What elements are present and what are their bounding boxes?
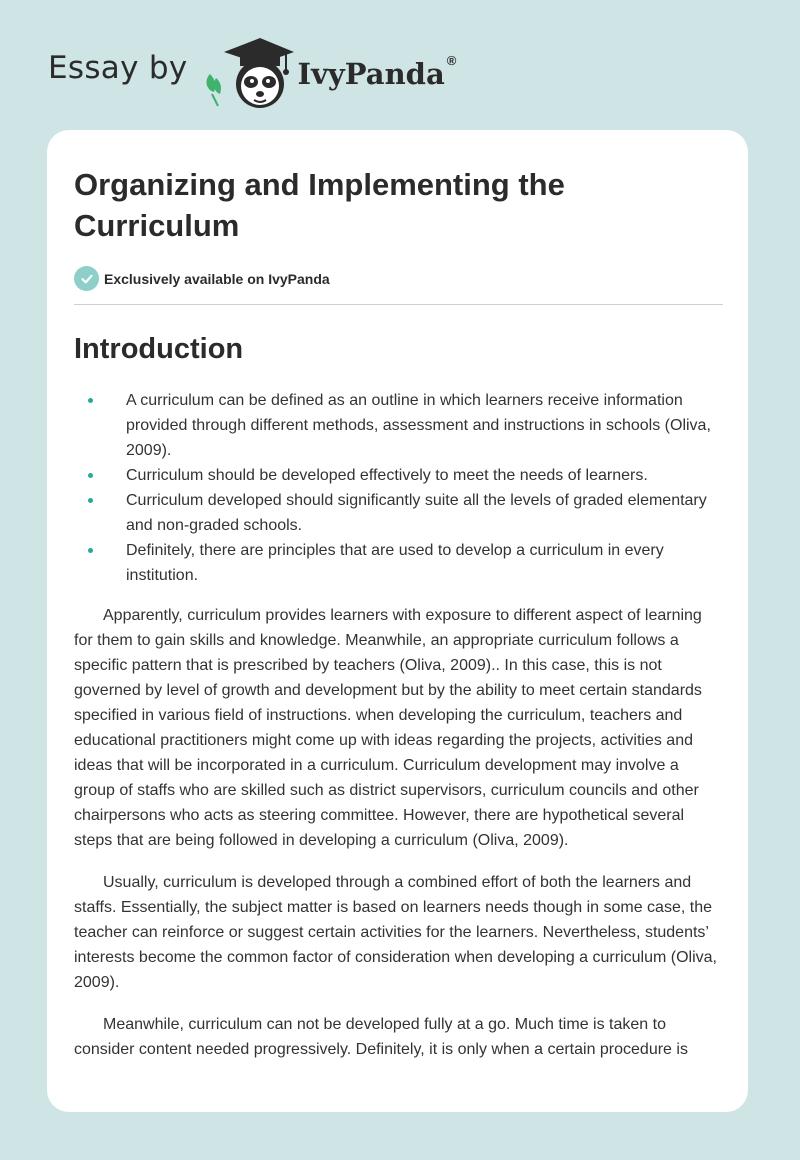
brand-name: IvyPanda bbox=[297, 57, 445, 91]
bullet-dot-icon bbox=[88, 398, 93, 403]
bullet-dot-icon bbox=[88, 498, 93, 503]
check-circle-icon bbox=[74, 266, 99, 291]
list-item bbox=[74, 388, 721, 463]
title-divider bbox=[74, 304, 723, 305]
list-item bbox=[74, 463, 721, 488]
bullet-dot-icon bbox=[88, 548, 93, 553]
essay-card bbox=[47, 130, 748, 1112]
section-heading: Introduction bbox=[74, 333, 244, 365]
list-item bbox=[74, 488, 721, 538]
exclusive-badge-text: Exclusively available on IvyPanda bbox=[104, 270, 330, 287]
essay-title: Organizing and Implementing the Curriculum bbox=[74, 167, 565, 243]
site-header-logo[interactable] bbox=[48, 34, 456, 110]
registered-mark: ® bbox=[446, 52, 457, 68]
body-paragraph: Apparently, curriculum provides learners with exposure to different aspect of learning for them to gain skills and knowledge. Meanwhile, an appropriate curriculum follows a specific pattern that is prescribed by teachers (Oliva, 2009).. In this case, this is not governed by level of growth and development but by the ability to meet certain standards specified in various field of instructions. when developing the curriculum, teachers and educational practitioners might come up with ideas regarding the projects, activities and ideas that will be incorporated in a curriculum. Curriculum development may involve a group of staffs who are skilled such as district supervisors, curriculum councils and other chairpersons who acts as steering committee. However, there are hypothetical several steps that are being followed in developing a curriculum (Oliva, 2009). bbox=[74, 607, 702, 849]
list-item-text: Curriculum should be developed effectively to meet the needs of learners. bbox=[126, 467, 648, 484]
list-item bbox=[74, 538, 721, 588]
essay-by-label: Essay by bbox=[48, 50, 188, 86]
exclusive-badge bbox=[74, 266, 721, 291]
intro-bullet-list bbox=[74, 388, 721, 588]
bullet-dot-icon bbox=[88, 473, 93, 478]
body-paragraph: Meanwhile, curriculum can not be developed fully at a go. Much time is taken to consider content needed progressively. Definitely, it is only when a certain procedure is bbox=[74, 1016, 688, 1058]
list-item-text: A curriculum can be defined as an outline in which learners receive information provided through different methods, assessment and instructions in schools (Oliva, 2009). bbox=[126, 392, 711, 459]
list-item-text: Definitely, there are principles that are used to develop a curriculum in every institution. bbox=[126, 542, 664, 584]
body-paragraph: Usually, curriculum is developed through a combined effort of both the learners and staffs. Essentially, the subject matter is based on learners needs though in some case, the teacher can reinforce or suggest certain activities for the learners. Nevertheless, students’ interests become the common factor of consideration when developing a curriculum (Oliva, 2009). bbox=[74, 874, 717, 991]
panda-graduate-logo-icon bbox=[202, 34, 298, 110]
list-item-text: Curriculum developed should significantly suite all the levels of graded elementary and non-graded schools. bbox=[126, 492, 707, 534]
